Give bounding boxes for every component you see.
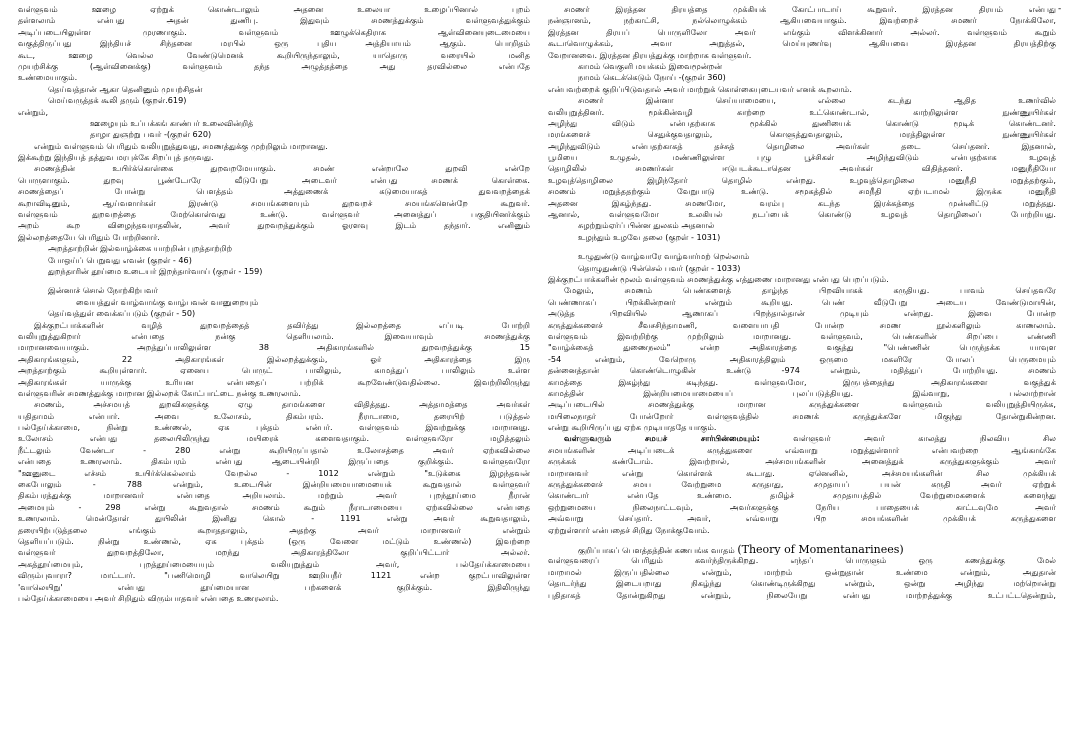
text-line: [548, 468, 1056, 479]
text-line-content: உண்மையாகும்.: [18, 72, 78, 83]
text-line: [548, 274, 1056, 285]
text-line: [548, 152, 1056, 163]
text-line-content: மாறானவர் என்று கொள்ளக் கூடாது. ஏனெனில், அச்சமயங்களின் சில முக்கியக்: [548, 467, 1056, 478]
spacer: [548, 536, 1056, 544]
text-line: [18, 525, 530, 536]
text-line-content: இக்குறட்பாக்களின் வழித் துறவறத்தைத் தவிர்த்து இல்லறத்தை எப்படி போற்றி: [34, 319, 530, 330]
text-line: [18, 320, 530, 331]
text-line: [18, 536, 530, 547]
text-line-content: உழந்தும் உழவே தலை (குறள் - 1031): [578, 231, 721, 242]
text-line-content: பெண்ணாகப் பிறக்கின்றனர் என்றும் கூறியது. பெண் வீடுபேறு அடைய வேண்டுமாயின்,: [548, 296, 1056, 307]
text-line-content: அகத்தூய்மையும், புறத்தூய்மையையும் வலியுறுத்தும் அவர், பல்தேய்க்காமையை: [18, 558, 530, 569]
text-line: [548, 84, 1056, 95]
text-line: [18, 399, 530, 410]
text-line: [548, 411, 1056, 422]
text-line-content: தெய்வத்துள் வைக்கப்படும் (குறள் - 50): [48, 308, 196, 319]
text-line: [548, 4, 1056, 15]
text-line-content: வள்ளுவரைப் பெரிதும் கவர்ந்திருக்கிறது. எந்தப் பொருளும் ஒரு கணத்துக்கு மேல்: [548, 555, 1056, 566]
text-line-content: கூறாவிடினும், ஆய்வளார்கள் இரண்டு சமயங்களையும் துறவறச் சமயங்களென்றே கூறுவர்.: [18, 197, 530, 208]
text-line-content: "ஊனுடை எச்சம் உயிர்க்கெல்லாம் வேறல்ல - 1012 என்றும் "உடுக்கை இழந்தவன்: [18, 467, 530, 478]
text-line: [548, 129, 1056, 140]
text-line: [548, 72, 1056, 83]
text-line-content: உலோசம் என்பது தலையிலிருந்து மயிரைக் களைவதாகும். வள்ளுவரோ மழித்தலும்: [18, 433, 530, 444]
text-line: [18, 354, 530, 365]
text-line: [548, 198, 1056, 209]
text-line: [18, 50, 530, 61]
text-line-content: அதிகாரங்களும், 22 அதிகாரங்கள் இல்லறத்துக்கும், ஓர் அதிகாரத்தை இரு: [18, 353, 530, 364]
text-line: [548, 513, 1056, 524]
spacer: [548, 243, 1056, 251]
text-line-content: குறிப்பாகப் பௌத்தத்தின் கணபங்க வாதம்: [578, 544, 738, 555]
text-line-content: தெளியப்படும். நின்று உண்ணல், ஏக புக்தம் (ஒரு வேளை மட்டும் உண்ணல்) இவற்றை: [18, 535, 530, 546]
text-line-content: வையத்துள் வாழ்வாங்கு வாழ்பவன் வானுறையும்: [76, 296, 259, 307]
text-line: [18, 27, 530, 38]
text-line: [18, 186, 530, 197]
text-line: [18, 490, 530, 501]
text-line: [18, 175, 530, 186]
text-line: [18, 377, 530, 388]
text-line-content: போஒய்ப் பெறுவது எவன் (குறள் - 46): [48, 254, 192, 265]
text-line: [18, 570, 530, 581]
text-line-content: என்பதை உணரலாம். திகம்பரம் என்பது ஆடையின்றி இருப்பதை குறிக்கும். வள்ளுவரோ: [18, 456, 530, 467]
text-line: [18, 84, 530, 95]
text-line-content: "வாழ்க்கைத் துணைநலம்" என்ற அதிகாரத்தை வகுத்து "பெண்ணின் பெருந்தக்க யாவுள: [548, 342, 1056, 353]
text-line-content: தொழிலில் சமணர்கள் ஈடுபடக்கூடாதென அவர்கள் விதித்தனர். மனுநீதியோ: [548, 163, 1056, 174]
text-line: [18, 15, 530, 26]
text-line-content: திகம்பரத்துக்கு மாறானவர் என்பதை அறியலாம். மற்றும் அவர் புறந்தூய்மை நீரான்: [18, 490, 530, 501]
text-line: [18, 4, 530, 15]
text-line-content: அடுத்த பிறவியில் ஆணாகப் பிறந்தால்தான் முடியும் என்றது. இவை போன்ற: [548, 308, 1056, 319]
text-line: [18, 209, 530, 220]
text-line: [18, 141, 530, 152]
text-line-content: என்றும் வள்ளுவம் பெரிதும் வலியுறுத்துவது, சமணத்துக்கு முற்றிலும் மாறானது.: [34, 140, 328, 151]
text-line-content: கூடாவொழுக்கம், அவா அறுத்தல், மெய்யுணர்வு ஆகியவை இரத்தன திரயத்திற்கு: [548, 38, 1056, 49]
text-line: [548, 433, 1056, 444]
text-line: [18, 582, 530, 593]
text-line-content: வள்ளுவம் இவற்றிற்கு முற்றிலும் மாறானது. வள்ளுவம், பெண்களின் சிறப்பை எண்ணி: [548, 330, 1056, 341]
text-line-content: அவ்வாறு செய்தார். அவர், எவ்வாறு பிற சமயங்களின் முக்கியக் கருத்துகளை: [548, 513, 1056, 524]
text-line-content: கைபோலும் - 788 என்றும், உடையின் இன்றியமையாமையைக் கூறுவதால் வள்ளுவர்: [18, 479, 530, 490]
text-line: [548, 331, 1056, 342]
text-line-content: காமத்தின் இன்றியமையாமையைப் புலப்படுத்தியது. இவ்வாறு, பல்லாற்றான்: [548, 387, 1056, 398]
text-line: [548, 297, 1056, 308]
text-line: [548, 50, 1056, 61]
text-line-content: வலியுறுத்துகிறார் என்பதை நன்கு தெளியலாம். இவையாவும் சமணத்துக்கு: [18, 330, 530, 341]
text-line: [548, 365, 1056, 376]
text-line-content: 'வாலெயிறு' என்பது தூய்மையான பற்களைக் குறிக்கும். இதிலிருந்து: [18, 581, 530, 592]
text-line: [548, 567, 1056, 578]
text-line: [18, 243, 530, 254]
text-line-content: கொண்டார் என்பதே உண்மை. தமிழ்ச் சமுதாயத்தில் வேற்றுமைகளைக் களைந்து: [548, 490, 1056, 501]
text-line-content: தன்னைத்தான் கொண்டொழுகின் உண்டு -974 என்றும், மதித்துப் போற்றியது. சமணம்: [548, 365, 1056, 376]
text-line: [18, 129, 530, 140]
text-line: [18, 297, 530, 308]
text-line: [548, 163, 1056, 174]
text-line-content: தள்ளலாம் என்பது அதன் துணிபு. இதுவும் சமணத்துக்கும் வள்ளுவத்துக்கும்: [18, 15, 530, 26]
text-line: [548, 354, 1056, 365]
text-line: [18, 547, 530, 558]
text-line: [548, 175, 1056, 186]
text-line: [548, 209, 1056, 220]
text-line-content: தெய்வத்தான் ஆகா தெனினும் முயற்சிதன்: [48, 83, 203, 94]
page-corner-mark-icon: ‑: [1058, 4, 1062, 14]
text-line: [18, 72, 530, 83]
text-line: [18, 255, 530, 266]
text-line: [548, 422, 1056, 433]
text-line-content: வள்ளுவரின் சமணத்துக்கு மாறான இல்லறக் கோட்பாட்டை நன்கு உணரலாம்.: [18, 387, 302, 398]
text-line: [18, 593, 530, 604]
text-line-content: ஆனால், வள்ளுவமோ உலகியல் நடப்பைக் கொண்டு உழவுத் தொழிலைப் போற்றியது.: [548, 209, 1056, 220]
text-line-content: இரத்தன திரயப் பொருளிலோ அவர் எங்கும் விளக்கினார் அல்லர். வள்ளுவம் கூறும்: [548, 26, 1056, 37]
text-line: [548, 578, 1056, 589]
text-line-content: அதனை இகழ்ந்தது. சமணமோ, வரம்பு கடந்த இரக்கத்தை முன்னிட்டு மறுத்தது.: [548, 197, 1056, 208]
text-line-content: விரும்புவாரா? மாட்டார். "பணிமொழி வாலெயிறு ஊறியநீர் 1121 என்ற குறட்பாவிலுள்ள: [18, 570, 530, 581]
text-line-content: அழிந்துவிடும் என்பதற்காகத் தச்சுத் தொழிலை அவர்கள் தடை செய்தனர். இதனால்,: [548, 140, 1056, 151]
text-line: [18, 285, 530, 296]
text-line: [548, 285, 1056, 296]
text-line: [548, 544, 1056, 555]
right-text-column: [548, 4, 1056, 752]
text-line: [18, 61, 530, 72]
text-line-content: வலியுறுத்தினர். மூக்கின்வழி காற்றை உட்கொண்டால், காற்றிலுள்ள நுண்ணுயிர்கள்: [548, 106, 1056, 117]
text-line-content: கருத்துக்களைச் சீவசசிந்தாமணி, வளையாபதி போன்ற சமண நூல்களிலும் காணலாம்.: [548, 319, 1056, 330]
text-line: [548, 308, 1056, 319]
text-line-content: இக்கூற்று இந்தியத் தத்துவ மரபுக்கே சிறப்புத் தருவது.: [18, 152, 214, 163]
text-line: [548, 232, 1056, 243]
text-line-content: ஊழையும் உப்பக்கங் காண்பர் உலைவின்றித்: [90, 117, 254, 128]
text-line-content: -54 என்றும், வேறொரு அதிகாரத்திலும் ஒருமை மகளிரே போலப் பெருமையும்: [548, 353, 1056, 364]
text-line-content: வள்ளுவம் ஊழை ஏற்றுக் கொண்டாலும் அதனை உலையா உழைப்பினால் புறம்: [18, 4, 530, 14]
text-line-content: வகுத்திருப்பது இந்தியச் சிந்தனை மரபில் ஒரு புதிய அத்தியாயம் ஆகும். பொறிதம்: [18, 38, 530, 49]
text-line-content: யதிதாமம் என்பார். அவை உலோசம், திகம்பரம். நீராடாமை, தரையிற் படுத்தல்: [18, 410, 530, 421]
text-line: [548, 456, 1056, 467]
text-line-content: உழவுத்தொழிலை இழிந்தோர் தொழில் என்றது. உழவுத்தொழிலை மனுநீதி மறுத்தற்கும்,: [548, 174, 1056, 185]
text-line-content: வேறானவை. இரத்தன திரயத்துக்கு மாற்றாக வள்ளுவர்.: [548, 49, 752, 60]
text-line: [548, 141, 1056, 152]
text-line: [18, 445, 530, 456]
section-heading: வள்ளுவரும் சமயச் சார்பின்மையும்:: [564, 433, 760, 444]
text-line-content: நாமம் கெடக்கெடும் நோய் -(குறள் 360): [578, 72, 726, 83]
text-line-content: அறத்தாற்றின் இல்வாழ்க்கை யாற்றின் புறத்தாற்றிற்: [48, 243, 233, 254]
text-line: [548, 15, 1056, 26]
text-line: [548, 320, 1056, 331]
text-line-content: சமணர் இரத்தன திரயத்தை முக்கியக் கோட்பாடாய் கூறுவர். இரத்தன திரயம் என்பது: [564, 4, 1056, 14]
text-line-content: புதிதாகத் தோன்றுகிறது என்றும், நிலையேறு என்பது மாற்றத்துக்கு உட்பட்டதென்றும்,: [548, 589, 1056, 600]
text-line-content: அடிப்படையில் சமணத்துக்கு மாறான கருத்துக்களை வள்ளுவம் வலியுறுத்தியிருக்க,: [548, 399, 1056, 410]
text-line-content: கருத்துக்களைச் சமய வேற்றுமை கருதாது, சமுதாயப் பயன் கருதி அவர் ஏற்றுக்: [548, 479, 1056, 490]
text-line-content: என்றும்,: [18, 106, 49, 117]
text-line-content: தொழுதுண்டு பின்செல் பவர் (குறள் - 1033): [578, 262, 741, 273]
text-line: [18, 95, 530, 106]
text-line: [548, 490, 1056, 501]
text-line: [18, 266, 530, 277]
text-line: [548, 27, 1056, 38]
text-line: [548, 555, 1056, 566]
text-line: [548, 107, 1056, 118]
text-line-content: வள்ளுவம் துறவறத்தை மேற்கொள்வது உண்டு. வள்ளுவர் அனைத்துப் பகுதியினர்க்கும்: [18, 209, 530, 220]
text-line-content: பல்தேய்க்காமை, நின்று உண்ணல், ஏக புக்தம் என்பர். வள்ளுவம் இவற்றுக்கு மாறானது.: [18, 422, 530, 433]
text-line: [18, 342, 530, 353]
text-line: [18, 433, 530, 444]
spacer: [18, 277, 530, 285]
text-line: [18, 513, 530, 524]
text-line: [548, 38, 1056, 49]
text-line: [548, 399, 1056, 410]
text-line: [548, 388, 1056, 399]
text-line: [18, 118, 530, 129]
text-line-content: மெய்வருத்தக் கூலி தரும் (குறள்.619): [48, 95, 187, 106]
text-line: [18, 198, 530, 209]
text-line: [18, 456, 530, 467]
text-line: [18, 308, 530, 319]
text-line-content: வள்ளுவர் துறவறத்திலோ, மறந்து அதிகாரத்திலோ குறிப்பிட்டார் அல்லர்.: [18, 547, 530, 558]
text-line: [18, 411, 530, 422]
text-line-content: மாறாமல் இருப்பதில்லை என்றும், மாற்றம் ஒன்றுதான் உண்மை என்றும், அதுதான்: [548, 566, 1056, 577]
text-line-content: சமணர் இன்னா செய்யாமையை, எல்லை கடந்து ஆதித உணர்வில்: [578, 95, 1056, 106]
text-line-content: அறம் கூற விழைந்தவராதலின், அவர் துறவறத்துக்கும் ஓரளவு இடம் தந்தார். எனினும்: [18, 220, 530, 231]
text-line: [18, 38, 530, 49]
text-line: [18, 107, 530, 118]
text-line: [548, 263, 1056, 274]
text-line-content: ஒற்றுமையை நிலைநாட்டவும், அவர்களுக்கு நேரிய பாதையைக் காட்டவுமே அவர்: [548, 501, 1056, 512]
text-line: [548, 186, 1056, 197]
text-line: [548, 377, 1056, 388]
text-line: [548, 251, 1056, 262]
text-line: [548, 95, 1056, 106]
text-line-content: பூமியை உழுதல், மண்ணிலுள்ள புழு பூச்சிகள் அழிந்துவிடும் என்பதற்காக உழவுத்: [548, 152, 1056, 163]
text-line-content: துறந்தாரின் தூய்மை உடையர் இறந்தார்வாய் (குறள் - 159): [48, 265, 263, 276]
text-line-content: தாழா துஞற்று பவர் -(குறள் 620): [90, 129, 212, 140]
text-line-content: அறத்தாற்கும் கூறியுள்ளார். ஏனைய பொருட் பாலிலும், காமத்துப் பாலிலும் உள்ள: [18, 365, 530, 376]
text-line: [548, 61, 1056, 72]
text-line-content: தொடர்ந்து இடையறாது நிகழ்ந்து கொண்டிருக்கிறது என்றும், ஒன்று அழிந்து மற்றொன்று: [548, 578, 1056, 589]
text-line-content: அடிப்படையிலுள்ள முரணாகும். வள்ளுவம் ஊழுக்கெதிராக ஆள்வினையுடைமையை: [18, 26, 530, 37]
text-line-content: நன்ஞானம், நற்காட்சி, நல்லொழுக்கம் ஆகியவையாகும். இவற்றைச் சமணர் நோக்கிலோ,: [548, 15, 1056, 26]
text-line-content: இல்லறத்தையே பெரிதும் போற்றினார்.: [18, 231, 160, 242]
text-line-content: நீட்டலும் வேண்டா - 280 என்று கூறியிருப்பதால் உலோசத்தை அவர் ஏற்கவில்லை: [18, 444, 530, 455]
text-line-content: முயற்சிக்கு (ஆள்வினைக்கு) வள்ளுவம் தந்த அழுத்தத்தை அது தரவில்லை என்பதே: [18, 60, 530, 71]
text-line: [548, 342, 1056, 353]
text-line-content: என்று கூறியிருப்பது ஏற்க முடியாததே யாகும்.: [548, 422, 717, 433]
text-line: [18, 388, 530, 399]
text-line-content: மாறானவையாகும். அறத்துப்பாலிலுள்ள 38 அதிகாரங்களில் துறவறத்துக்கு 15: [18, 342, 530, 353]
text-line: [548, 525, 1056, 536]
text-line-content: அதிகாரங்கள் யாருக்கு உரியன என்பதைப் பற்றிக் கூறவேண்டுவதில்லை. இவற்றிலிருந்து: [18, 376, 530, 387]
text-line: [548, 590, 1056, 601]
text-line-content: மேலும், சமணம் பெண்களைத் தாழ்ந்த பிறவியாகக் கருதியது. பாவம் செய்தவரே: [564, 285, 1056, 296]
text-line-content: அமையும் - 298 என்று கூறுவதால் சமணம் கூறும் நீராடாமையை ஏற்கவில்லை என்பதை: [18, 501, 530, 512]
text-line-content: ஏற்றுள்ளார் என்பதைச் சிறிது நோக்குவோம்.: [548, 524, 710, 535]
text-line: [548, 118, 1056, 129]
text-line: [548, 445, 1056, 456]
text-line-content: பொருளாகும். துறவு பூண்டோரே வீடுபேறு அடைவர் என்பது சமணக் கொள்கை.: [18, 174, 530, 185]
left-text-column: [18, 4, 530, 752]
text-line: [18, 479, 530, 490]
text-line-rest: வள்ளுவர் அவர் காலத்து நிலவிய சில: [759, 433, 1056, 444]
text-line: [18, 163, 530, 174]
text-line: [18, 502, 530, 513]
text-line-content: இக்குறட்பாக்களின் மூலம் வள்ளுவம் சமணத்துக்கு எத்துணை மாறானது என்பது பெறப்படும்.: [548, 273, 889, 284]
text-line: [18, 331, 530, 342]
text-line-content: மரங்களைச் செதுக்குவதாலும், கொளுத்துவதாலும், மரத்திலுள்ள நுண்ணுயிர்கள்: [548, 129, 1056, 140]
text-line: [18, 220, 530, 231]
text-line-content: சுழற்றும்ஏர்ப் பின்ன துலகம் அதனால்: [578, 220, 715, 231]
text-line-content: காமத்தை இகழ்ந்து கடிந்தது. வள்ளுவமோ, இருபத்தைந்து அதிகாரங்களை வகுத்துக்: [548, 376, 1056, 387]
text-line: [18, 422, 530, 433]
text-line: [18, 232, 530, 243]
text-line-content: என்பவற்றைக் குறிப்பிடுவதால் அவர் மாற்றுக் கொள்கையுடையவர் எனக் கூறலாம்.: [548, 83, 852, 94]
text-line: [18, 365, 530, 376]
text-line-content: மயிலைநாதர் போன்றோர் வள்ளுவத்தில் சமணக் கருத்துக்களே மிகுந்து தோன்றுகின்றன.: [548, 410, 1056, 421]
text-line-content: உழுதுண்டு வாழ்வாரே வாழ்வார்மற் றெல்லாம்: [578, 251, 750, 262]
text-line-content: அழிந்து விடும் என்பதற்காக மூக்கில் துணியைக் கொண்டு மூடிக் கொண்டனர்.: [548, 117, 1056, 128]
text-line: [18, 468, 530, 479]
text-line: [18, 152, 530, 163]
text-line-content: சமணம் மறுத்ததற்கும் வேறுபாடு உண்டு. சமூகத்தில் சமநீதி ஏற்படாமல் இருக்க மனுநீதி: [548, 186, 1056, 197]
text-line-content: பல்தேய்க்காமையை அவர் சிறிதும் விரும்பாதவர் என்பதை உணரலாம்.: [18, 592, 279, 603]
text-line-content: இன்னாச் சொல் நோற்கிற்பவர்: [48, 285, 158, 296]
text-line-content: சுருக்கக் கண்டோம். இவற்றால், அச்சமயங்களின் அனைத்துக் கருத்துகளுக்கும் அவர்: [548, 456, 1056, 467]
text-line-content: சமணத்தின் உயிர்க்கொள்கை துறவறமேயாகும். சமண் என்றாலே துறவி என்றே: [34, 163, 530, 174]
text-line-content: சமணத்தைப் போன்று பௌத்தம் அத்துணைக் கடுமையாகத் துவவறத்தைக்: [18, 186, 530, 197]
text-line-content: சமணம், அச்சமயத் துறவிகளுக்கு ஏழு தாமங்களை விதித்தது. அத்தாமத்தை அவர்கள்: [34, 399, 530, 410]
text-line-content: உணரலாம். மென்தோள் துயிலின் இனிது கொல் - 1191 என்று அவர் கூறுவதாலும்,: [18, 513, 530, 524]
text-line-content: கூட, ஊழை வெல்ல வேண்டுமெனக் கூறியிருந்தாலும், யாதொரு வரையில் மனித: [18, 49, 530, 60]
text-line-content: தரையிற்படுத்தலை எங்கும் கூறாததாலும், அதற்கு அவர் மாறானவர் என்றும்: [18, 524, 530, 535]
latin-term: (Theory of Momentanarinees): [737, 543, 904, 556]
text-line: [18, 559, 530, 570]
text-line-content: காமம் வெகுளி மயக்கம் இவைமூன்றன்: [578, 60, 723, 71]
text-line: [548, 220, 1056, 231]
text-line: [548, 479, 1056, 490]
text-line: [548, 502, 1056, 513]
text-line-content: சமயங்களின் அடிப்படைக் கருத்துகளை எவ்வாறு மறுத்துள்ளார் என்பவற்றை ஆங்காங்கே: [548, 444, 1056, 455]
